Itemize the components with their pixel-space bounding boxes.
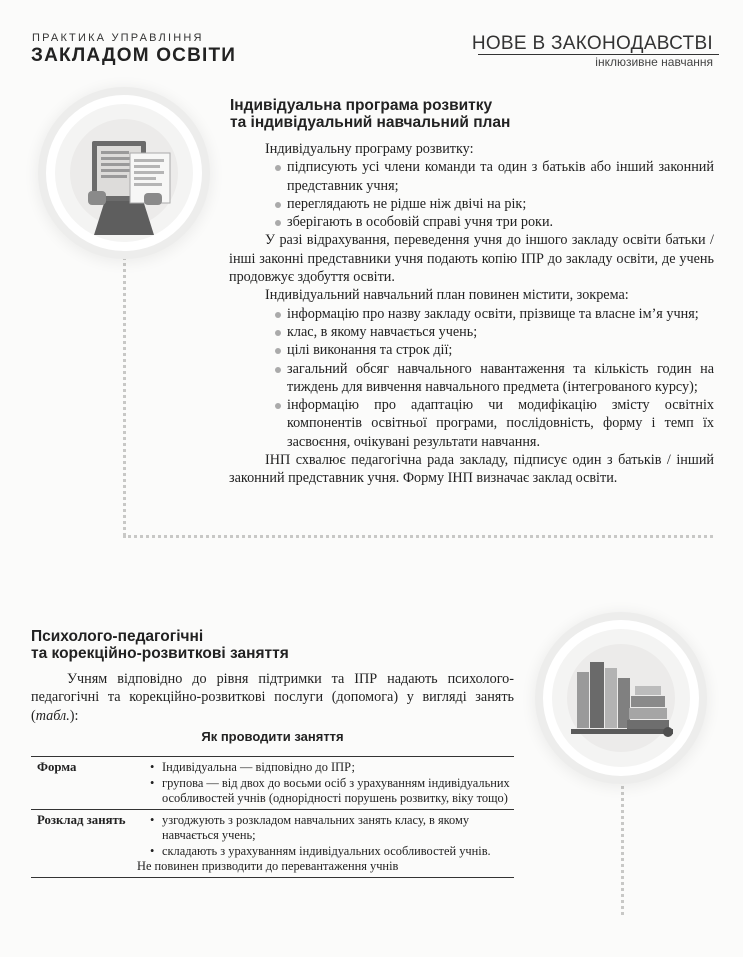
inp-bullet-list	[229, 305, 714, 451]
row-note: Не повинен призводити до перевантаження учнів	[137, 859, 399, 873]
illustration-circle	[543, 620, 699, 776]
documents-reading-icon	[46, 95, 202, 251]
section2-title-line2: та корекційно-розвиткові заняття	[31, 645, 289, 662]
list-item: • групова — від двох до восьми осіб з урахуванням індивідуальних особливостей учнів (однорідності порушень розвитку, віку тощо)	[150, 776, 510, 807]
row-content	[133, 809, 514, 877]
ipr-bullet-list	[229, 158, 714, 231]
inp-approval-paragraph: ІНП схвалює педагогічна рада закладу, підписує один з батьків / інший законний представник учня. Форму ІНП визначає заклад освіти.	[229, 452, 714, 487]
row-label: Розклад занять	[37, 812, 126, 827]
list-item: інформацію про адаптацію чи модифікацію змісту освітніх компонентів освітньої програми, послідовність, форму і темп їх засвоєння, очікувані результати навчання.	[287, 397, 714, 450]
section2-intro	[31, 670, 514, 725]
section1-body	[229, 140, 714, 488]
list-item: • складають з урахуванням індивідуальних особливостей учнів.	[150, 844, 510, 860]
books-stack-icon	[543, 620, 699, 776]
row-label: Форма	[37, 760, 77, 774]
list-item: цілі виконання та строк дії;	[287, 341, 714, 359]
section2-heading	[31, 628, 491, 662]
list-item: підписують усі члени команди та один з батьків або інший законний представник учня;	[287, 159, 714, 194]
illustration-circle	[46, 95, 202, 251]
lessons-table	[31, 756, 514, 878]
list-item: • узгоджують з розкладом навчальних занять класу, в якому навчається учень;	[150, 813, 510, 844]
list-item: клас, в якому навчається учень;	[287, 323, 714, 341]
ipr-intro: Індивідуальну програму розвитку:	[265, 141, 474, 157]
table-row	[31, 757, 514, 810]
row-content	[133, 757, 514, 810]
table-row	[31, 809, 514, 877]
list-item: інформацію про назву закладу освіти, прізвище та власне ім’я учня;	[287, 305, 714, 323]
table-reference: табл.	[35, 707, 70, 724]
dotted-connector-vertical	[123, 240, 126, 536]
section2-intro-close: ):	[69, 707, 79, 724]
inp-intro: Індивідуальний навчальний план повинен містити, зокрема:	[265, 287, 629, 304]
section-title: НОВЕ В ЗАКОНОДАВСТВІ	[471, 33, 713, 54]
list-item: загальний обсяг навчального навантаження та кількість годин на тиждень для вивчення навчального предмета (інтегрованого курсу);	[287, 360, 714, 395]
magazine-kicker: ПРАКТИКА УПРАВЛІННЯ	[32, 32, 204, 44]
section1-heading	[230, 97, 690, 131]
section2-intro-text: Учням відповідно до рівня підтримки та ІПР надають психолого-педагогічні та корекційно-розвиткові послуги (допомога) у вигляді занять (	[31, 671, 514, 724]
section1-title-line1: Індивідуальна програма розвитку	[230, 97, 493, 114]
section1-title-line2: та індивідуальний навчальний план	[230, 114, 511, 131]
section-subtitle: інклюзивне навчання	[595, 55, 713, 69]
section2-title-line1: Психолого-педагогічні	[31, 628, 204, 645]
magazine-title: ЗАКЛАДОМ ОСВІТИ	[31, 45, 237, 66]
transfer-paragraph: У разі відрахування, переведення учня до іншого закладу освіти батьки / інші законні представники учня подають копію ІПР до закладу освіти, де учень продовжує здобуття освіти.	[229, 232, 714, 286]
list-item: • Індивідуальна — відповідно до ІПР;	[150, 760, 510, 776]
list-item: зберігають в особовій справі учня три роки.	[287, 213, 714, 231]
table-title: Як проводити заняття	[201, 729, 344, 744]
dotted-connector-horizontal	[123, 535, 713, 538]
list-item: переглядають не рідше ніж двічі на рік;	[287, 195, 714, 213]
